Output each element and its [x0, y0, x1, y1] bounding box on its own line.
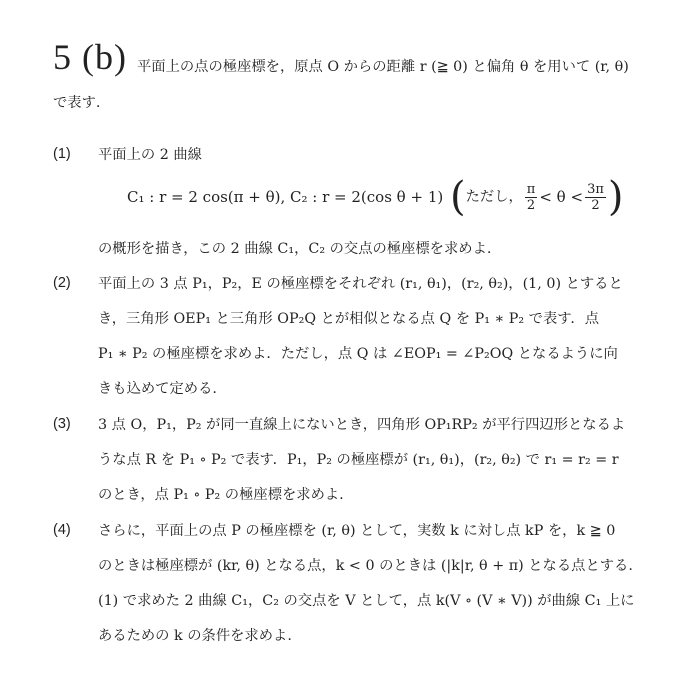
part-3-line-2: うな点 R を P₁ ∘ P₂ で表す．P₁，P₂ の極座標が (r₁, θ₁)，(r₂, θ₂) で r₁ = r₂ = r	[98, 452, 619, 468]
part-4-label: (4)	[53, 522, 71, 538]
part-2-line-3: P₁ ∗ P₂ の極座標を求めよ．ただし，点 Q は ∠EOP₁ = ∠P₂OQ となるように向	[98, 346, 618, 362]
problem-number: 5 (b)	[53, 37, 127, 77]
intro-line-1: 平面上の点の極座標を，原点 O からの距離 r (≧ 0) と偏角 θ を用いて (r, θ)	[137, 59, 629, 75]
condition-close-paren: )	[607, 174, 624, 220]
part-1-after: の概形を描き，この 2 曲線 C₁，C₂ の交点の極座標を求めよ.	[98, 241, 492, 257]
part-2-label: (2)	[53, 275, 71, 291]
part-3-line-3: のとき，点 P₁ ∘ P₂ の極座標を求めよ.	[98, 487, 344, 503]
condition-prefix: ただし，	[465, 189, 523, 205]
part-2-line-1: 平面上の 3 点 P₁，P₂，E の極座標をそれぞれ (r₁, θ₁)，(r₂, θ₂)，(1, 0) とすると	[98, 276, 623, 292]
fraction-denominator: 2	[591, 197, 600, 213]
part-2-line-2: き，三角形 OEP₁ と三角形 OP₂Q とが相似となる点 Q を P₁ ∗ P₂ で表す．点	[98, 311, 599, 327]
part-1-line-1: 平面上の 2 曲線	[98, 147, 202, 163]
part-4-line-4: あるための k の条件を求めよ.	[98, 628, 292, 644]
condition-mid: < θ <	[539, 188, 584, 206]
part-3-label: (3)	[53, 416, 71, 432]
condition-fraction-3pi-over-2	[585, 182, 606, 213]
part-4-line-1: さらに，平面上の点 P の極座標を (r, θ) として，実数 k に対し点 kP を，k ≧ 0	[98, 523, 616, 539]
intro-line-2: で表す.	[53, 95, 101, 111]
part-3-line-1: 3 点 O，P₁，P₂ が同一直線上にないとき，四角形 OP₁RP₂ が平行四辺形となるよ	[98, 417, 626, 433]
part-4-line-3: (1) で求めた 2 曲線 C₁，C₂ の交点を V として，点 k(V ∘ (V ∗ V)) が曲線 C₁ 上に	[98, 593, 635, 609]
part-1-label: (1)	[53, 146, 71, 162]
condition-open-paren: (	[450, 174, 466, 220]
part-2-line-4: きも込めて定める.	[98, 381, 217, 397]
fraction-numerator: π	[526, 181, 536, 197]
part-1-equation: C₁ : r = 2 cos(π + θ), C₂ : r = 2(cos θ + 1)	[127, 188, 444, 206]
fraction-denominator: 2	[526, 197, 536, 213]
part-1-condition	[450, 174, 624, 218]
condition-fraction-pi-over-2	[525, 182, 538, 213]
part-4-line-2: のときは極座標が (kr, θ) となる点，k < 0 のときは (|k|r, θ + π) となる点とする.	[98, 558, 633, 574]
fraction-numerator: 3π	[587, 181, 604, 197]
